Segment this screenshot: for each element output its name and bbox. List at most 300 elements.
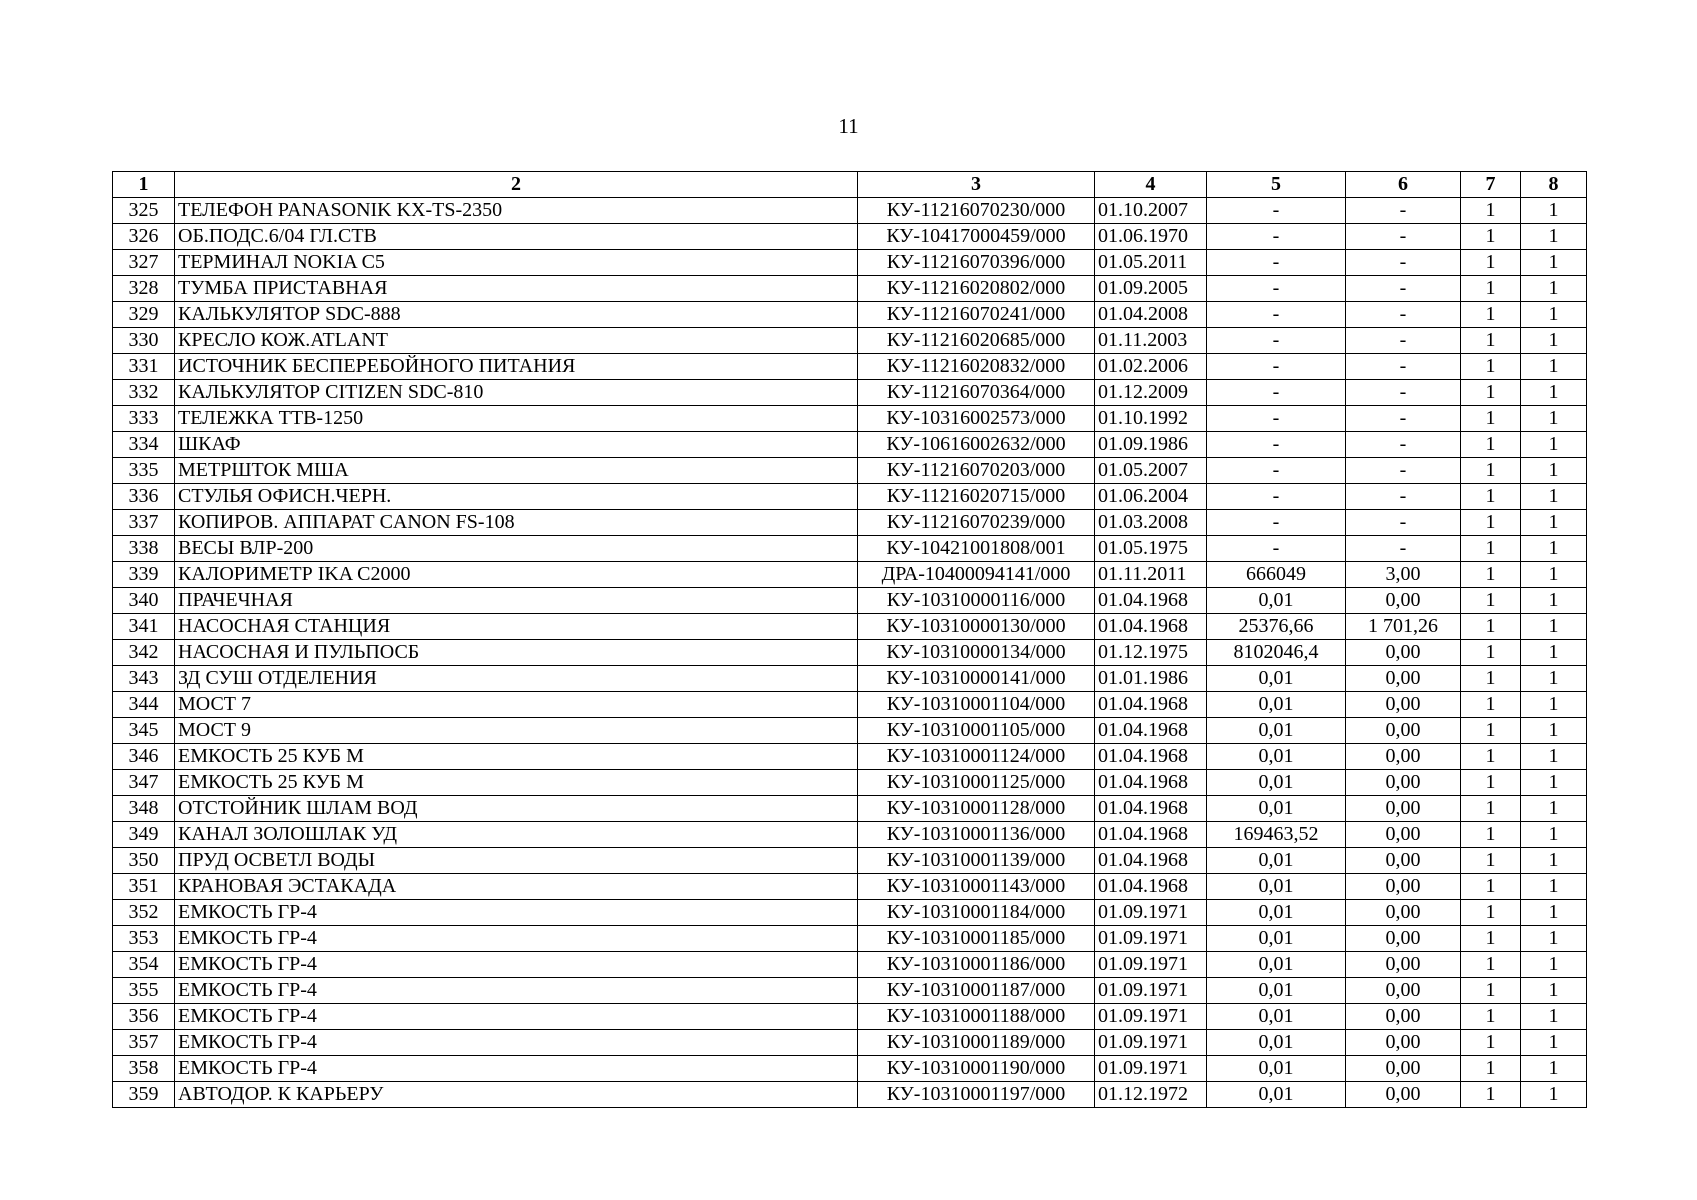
value-7-cell: 1	[1461, 432, 1521, 458]
value-6-cell: -	[1346, 198, 1461, 224]
value-6-cell: 0,00	[1346, 588, 1461, 614]
table-row	[113, 666, 1587, 692]
table-row	[113, 744, 1587, 770]
value-5-cell: -	[1207, 328, 1346, 354]
date-cell: 01.09.1971	[1095, 1030, 1207, 1056]
inventory-code-cell: КУ-10310001125/000	[858, 770, 1095, 796]
table-row	[113, 1056, 1587, 1082]
value-5-cell: -	[1207, 510, 1346, 536]
row-number-cell: 326	[113, 224, 175, 250]
column-header-4: 4	[1095, 172, 1207, 198]
row-number-cell: 334	[113, 432, 175, 458]
row-number-cell: 343	[113, 666, 175, 692]
item-name-cell: КАЛЬКУЛЯТОР CITIZEN SDC-810	[175, 380, 858, 406]
value-7-cell: 1	[1461, 640, 1521, 666]
value-6-cell: -	[1346, 510, 1461, 536]
value-8-cell: 1	[1521, 900, 1587, 926]
inventory-code-cell: КУ-10310001105/000	[858, 718, 1095, 744]
value-7-cell: 1	[1461, 770, 1521, 796]
value-6-cell: -	[1346, 250, 1461, 276]
table-row	[113, 1004, 1587, 1030]
table-row	[113, 614, 1587, 640]
value-8-cell: 1	[1521, 822, 1587, 848]
value-5-cell: 0,01	[1207, 666, 1346, 692]
inventory-code-cell: КУ-11216070364/000	[858, 380, 1095, 406]
row-number-cell: 338	[113, 536, 175, 562]
table-row	[113, 796, 1587, 822]
date-cell: 01.09.1971	[1095, 952, 1207, 978]
value-6-cell: -	[1346, 380, 1461, 406]
table-row	[113, 536, 1587, 562]
value-6-cell: -	[1346, 536, 1461, 562]
item-name-cell: ТЕЛЕЖКА ТТВ-1250	[175, 406, 858, 432]
value-6-cell: 0,00	[1346, 900, 1461, 926]
date-cell: 01.04.2008	[1095, 302, 1207, 328]
table-row	[113, 380, 1587, 406]
value-6-cell: 0,00	[1346, 874, 1461, 900]
date-cell: 01.06.1970	[1095, 224, 1207, 250]
value-6-cell: 0,00	[1346, 692, 1461, 718]
date-cell: 01.09.2005	[1095, 276, 1207, 302]
inventory-code-cell: КУ-11216020802/000	[858, 276, 1095, 302]
item-name-cell: НАСОСНАЯ И ПУЛЬПОСБ	[175, 640, 858, 666]
date-cell: 01.10.2007	[1095, 198, 1207, 224]
table-row	[113, 1030, 1587, 1056]
item-name-cell: МОСТ 9	[175, 718, 858, 744]
value-6-cell: -	[1346, 458, 1461, 484]
value-8-cell: 1	[1521, 224, 1587, 250]
value-5-cell: 169463,52	[1207, 822, 1346, 848]
value-5-cell: 0,01	[1207, 1004, 1346, 1030]
value-5-cell: -	[1207, 458, 1346, 484]
inventory-code-cell: КУ-10310001187/000	[858, 978, 1095, 1004]
value-6-cell: 3,00	[1346, 562, 1461, 588]
item-name-cell: ОТСТОЙНИК ШЛАМ ВОД	[175, 796, 858, 822]
date-cell: 01.05.2007	[1095, 458, 1207, 484]
value-5-cell: 0,01	[1207, 1030, 1346, 1056]
value-7-cell: 1	[1461, 250, 1521, 276]
value-6-cell: -	[1346, 484, 1461, 510]
item-name-cell: СТУЛЬЯ ОФИСН.ЧЕРН.	[175, 484, 858, 510]
value-7-cell: 1	[1461, 796, 1521, 822]
date-cell: 01.05.2011	[1095, 250, 1207, 276]
value-8-cell: 1	[1521, 614, 1587, 640]
table-row	[113, 224, 1587, 250]
value-8-cell: 1	[1521, 1030, 1587, 1056]
inventory-code-cell: КУ-11216070396/000	[858, 250, 1095, 276]
value-5-cell: 0,01	[1207, 744, 1346, 770]
table-row	[113, 978, 1587, 1004]
date-cell: 01.09.1971	[1095, 900, 1207, 926]
inventory-code-cell: КУ-10421001808/001	[858, 536, 1095, 562]
value-5-cell: 666049	[1207, 562, 1346, 588]
column-header-1: 1	[113, 172, 175, 198]
date-cell: 01.04.1968	[1095, 874, 1207, 900]
item-name-cell: НАСОСНАЯ СТАНЦИЯ	[175, 614, 858, 640]
inventory-code-cell: КУ-10310001189/000	[858, 1030, 1095, 1056]
value-8-cell: 1	[1521, 796, 1587, 822]
value-5-cell: 0,01	[1207, 692, 1346, 718]
inventory-code-cell: КУ-10310000116/000	[858, 588, 1095, 614]
date-cell: 01.06.2004	[1095, 484, 1207, 510]
row-number-cell: 344	[113, 692, 175, 718]
item-name-cell: МЕТРШТОК МША	[175, 458, 858, 484]
value-5-cell: -	[1207, 380, 1346, 406]
value-6-cell: 0,00	[1346, 926, 1461, 952]
item-name-cell: ИСТОЧНИК БЕСПЕРЕБОЙНОГО ПИТАНИЯ	[175, 354, 858, 380]
row-number-cell: 325	[113, 198, 175, 224]
value-7-cell: 1	[1461, 952, 1521, 978]
column-header-7: 7	[1461, 172, 1521, 198]
value-5-cell: 0,01	[1207, 718, 1346, 744]
date-cell: 01.04.1968	[1095, 822, 1207, 848]
value-7-cell: 1	[1461, 874, 1521, 900]
inventory-code-cell: КУ-11216070241/000	[858, 302, 1095, 328]
date-cell: 01.03.2008	[1095, 510, 1207, 536]
inventory-code-cell: КУ-10310001186/000	[858, 952, 1095, 978]
inventory-code-cell: КУ-10310001104/000	[858, 692, 1095, 718]
value-8-cell: 1	[1521, 874, 1587, 900]
value-8-cell: 1	[1521, 926, 1587, 952]
date-cell: 01.05.1975	[1095, 536, 1207, 562]
date-cell: 01.04.1968	[1095, 770, 1207, 796]
row-number-cell: 339	[113, 562, 175, 588]
row-number-cell: 351	[113, 874, 175, 900]
inventory-code-cell: КУ-11216070203/000	[858, 458, 1095, 484]
row-number-cell: 341	[113, 614, 175, 640]
row-number-cell: 327	[113, 250, 175, 276]
date-cell: 01.04.1968	[1095, 744, 1207, 770]
date-cell: 01.09.1971	[1095, 978, 1207, 1004]
inventory-code-cell: КУ-10310001143/000	[858, 874, 1095, 900]
value-5-cell: 25376,66	[1207, 614, 1346, 640]
inventory-code-cell: КУ-10310001197/000	[858, 1082, 1095, 1108]
item-name-cell: ЕМКОСТЬ ГР-4	[175, 1004, 858, 1030]
table-row	[113, 900, 1587, 926]
value-8-cell: 1	[1521, 458, 1587, 484]
inventory-code-cell: КУ-10310001190/000	[858, 1056, 1095, 1082]
value-8-cell: 1	[1521, 510, 1587, 536]
item-name-cell: КАНАЛ ЗОЛОШЛАК УД	[175, 822, 858, 848]
value-8-cell: 1	[1521, 770, 1587, 796]
table-body	[113, 198, 1587, 1108]
value-5-cell: -	[1207, 250, 1346, 276]
item-name-cell: КАЛЬКУЛЯТОР SDC-888	[175, 302, 858, 328]
row-number-cell: 330	[113, 328, 175, 354]
item-name-cell: ПРАЧЕЧНАЯ	[175, 588, 858, 614]
date-cell: 01.04.1968	[1095, 588, 1207, 614]
table-row	[113, 250, 1587, 276]
table-row	[113, 276, 1587, 302]
item-name-cell: КРЕСЛО КОЖ.ATLANT	[175, 328, 858, 354]
column-header-3: 3	[858, 172, 1095, 198]
value-8-cell: 1	[1521, 640, 1587, 666]
value-8-cell: 1	[1521, 432, 1587, 458]
value-8-cell: 1	[1521, 718, 1587, 744]
date-cell: 01.12.1975	[1095, 640, 1207, 666]
value-7-cell: 1	[1461, 666, 1521, 692]
row-number-cell: 358	[113, 1056, 175, 1082]
item-name-cell: КОПИРОВ. АППАРАТ CANON FS-108	[175, 510, 858, 536]
inventory-code-cell: КУ-10310001139/000	[858, 848, 1095, 874]
row-number-cell: 331	[113, 354, 175, 380]
value-6-cell: 0,00	[1346, 1030, 1461, 1056]
inventory-code-cell: КУ-10310000141/000	[858, 666, 1095, 692]
value-6-cell: -	[1346, 328, 1461, 354]
value-7-cell: 1	[1461, 718, 1521, 744]
date-cell: 01.04.1968	[1095, 796, 1207, 822]
table-row	[113, 406, 1587, 432]
value-8-cell: 1	[1521, 484, 1587, 510]
inventory-code-cell: КУ-10310001185/000	[858, 926, 1095, 952]
table-row	[113, 432, 1587, 458]
item-name-cell: ПРУД ОСВЕТЛ ВОДЫ	[175, 848, 858, 874]
value-6-cell: 0,00	[1346, 640, 1461, 666]
inventory-code-cell: КУ-10316002573/000	[858, 406, 1095, 432]
value-7-cell: 1	[1461, 484, 1521, 510]
item-name-cell: ЕМКОСТЬ 25 КУБ М	[175, 770, 858, 796]
value-7-cell: 1	[1461, 276, 1521, 302]
value-7-cell: 1	[1461, 354, 1521, 380]
inventory-code-cell: КУ-11216070230/000	[858, 198, 1095, 224]
row-number-cell: 333	[113, 406, 175, 432]
date-cell: 01.09.1986	[1095, 432, 1207, 458]
table-row	[113, 302, 1587, 328]
row-number-cell: 350	[113, 848, 175, 874]
row-number-cell: 345	[113, 718, 175, 744]
column-header-6: 6	[1346, 172, 1461, 198]
table-row	[113, 770, 1587, 796]
date-cell: 01.04.1968	[1095, 718, 1207, 744]
inventory-code-cell: КУ-11216070239/000	[858, 510, 1095, 536]
value-5-cell: 0,01	[1207, 1082, 1346, 1108]
value-5-cell: -	[1207, 432, 1346, 458]
value-5-cell: 0,01	[1207, 770, 1346, 796]
value-5-cell: 0,01	[1207, 848, 1346, 874]
value-5-cell: 0,01	[1207, 926, 1346, 952]
item-name-cell: ТУМБА ПРИСТАВНАЯ	[175, 276, 858, 302]
row-number-cell: 352	[113, 900, 175, 926]
date-cell: 01.04.1968	[1095, 614, 1207, 640]
item-name-cell: МОСТ 7	[175, 692, 858, 718]
value-8-cell: 1	[1521, 848, 1587, 874]
value-6-cell: 0,00	[1346, 978, 1461, 1004]
date-cell: 01.12.2009	[1095, 380, 1207, 406]
value-6-cell: 1 701,26	[1346, 614, 1461, 640]
table-row	[113, 1082, 1587, 1108]
item-name-cell: ЕМКОСТЬ ГР-4	[175, 978, 858, 1004]
date-cell: 01.11.2011	[1095, 562, 1207, 588]
value-8-cell: 1	[1521, 952, 1587, 978]
row-number-cell: 340	[113, 588, 175, 614]
row-number-cell: 336	[113, 484, 175, 510]
value-7-cell: 1	[1461, 926, 1521, 952]
table-row	[113, 328, 1587, 354]
value-7-cell: 1	[1461, 848, 1521, 874]
item-name-cell: ОБ.ПОДС.6/04 ГЛ.СТВ	[175, 224, 858, 250]
value-7-cell: 1	[1461, 562, 1521, 588]
value-5-cell: 0,01	[1207, 874, 1346, 900]
value-5-cell: 8102046,4	[1207, 640, 1346, 666]
table-header	[113, 172, 1587, 198]
value-8-cell: 1	[1521, 328, 1587, 354]
value-5-cell: -	[1207, 198, 1346, 224]
row-number-cell: 332	[113, 380, 175, 406]
value-8-cell: 1	[1521, 562, 1587, 588]
item-name-cell: ТЕЛЕФОН PANASONIK KX-TS-2350	[175, 198, 858, 224]
row-number-cell: 329	[113, 302, 175, 328]
item-name-cell: АВТОДОР. К КАРЬЕРУ	[175, 1082, 858, 1108]
table-row	[113, 874, 1587, 900]
table-row	[113, 458, 1587, 484]
value-8-cell: 1	[1521, 692, 1587, 718]
column-header-2: 2	[175, 172, 858, 198]
value-6-cell: -	[1346, 302, 1461, 328]
date-cell: 01.12.1972	[1095, 1082, 1207, 1108]
table-row	[113, 692, 1587, 718]
value-8-cell: 1	[1521, 1082, 1587, 1108]
value-5-cell: 0,01	[1207, 900, 1346, 926]
item-name-cell: КРАНОВАЯ ЭСТАКАДА	[175, 874, 858, 900]
item-name-cell: ЕМКОСТЬ ГР-4	[175, 900, 858, 926]
item-name-cell: ЕМКОСТЬ ГР-4	[175, 952, 858, 978]
value-5-cell: -	[1207, 406, 1346, 432]
value-6-cell: 0,00	[1346, 796, 1461, 822]
inventory-code-cell: КУ-10310001184/000	[858, 900, 1095, 926]
value-7-cell: 1	[1461, 458, 1521, 484]
value-7-cell: 1	[1461, 380, 1521, 406]
column-header-5: 5	[1207, 172, 1346, 198]
row-number-cell: 354	[113, 952, 175, 978]
inventory-code-cell: КУ-10310001188/000	[858, 1004, 1095, 1030]
date-cell: 01.04.1968	[1095, 692, 1207, 718]
item-name-cell: КАЛОРИМЕТР IKA C2000	[175, 562, 858, 588]
date-cell: 01.11.2003	[1095, 328, 1207, 354]
item-name-cell: ЗД СУШ ОТДЕЛЕНИЯ	[175, 666, 858, 692]
row-number-cell: 328	[113, 276, 175, 302]
value-6-cell: -	[1346, 432, 1461, 458]
header-row	[113, 172, 1587, 198]
row-number-cell: 335	[113, 458, 175, 484]
value-6-cell: 0,00	[1346, 770, 1461, 796]
value-5-cell: -	[1207, 536, 1346, 562]
value-7-cell: 1	[1461, 328, 1521, 354]
table-row	[113, 510, 1587, 536]
row-number-cell: 359	[113, 1082, 175, 1108]
table-row	[113, 588, 1587, 614]
row-number-cell: 347	[113, 770, 175, 796]
value-8-cell: 1	[1521, 250, 1587, 276]
value-5-cell: 0,01	[1207, 978, 1346, 1004]
value-7-cell: 1	[1461, 1056, 1521, 1082]
value-7-cell: 1	[1461, 1082, 1521, 1108]
date-cell: 01.09.1971	[1095, 1004, 1207, 1030]
value-8-cell: 1	[1521, 302, 1587, 328]
item-name-cell: ВЕСЫ ВЛР-200	[175, 536, 858, 562]
table-row	[113, 640, 1587, 666]
value-5-cell: 0,01	[1207, 952, 1346, 978]
value-7-cell: 1	[1461, 744, 1521, 770]
value-7-cell: 1	[1461, 302, 1521, 328]
value-8-cell: 1	[1521, 978, 1587, 1004]
value-6-cell: -	[1346, 224, 1461, 250]
value-5-cell: -	[1207, 276, 1346, 302]
row-number-cell: 357	[113, 1030, 175, 1056]
table-row	[113, 822, 1587, 848]
date-cell: 01.02.2006	[1095, 354, 1207, 380]
value-8-cell: 1	[1521, 666, 1587, 692]
value-8-cell: 1	[1521, 588, 1587, 614]
table-row	[113, 848, 1587, 874]
row-number-cell: 348	[113, 796, 175, 822]
value-7-cell: 1	[1461, 588, 1521, 614]
value-6-cell: 0,00	[1346, 1004, 1461, 1030]
row-number-cell: 353	[113, 926, 175, 952]
value-7-cell: 1	[1461, 510, 1521, 536]
value-8-cell: 1	[1521, 1056, 1587, 1082]
value-8-cell: 1	[1521, 744, 1587, 770]
inventory-code-cell: КУ-10310001128/000	[858, 796, 1095, 822]
row-number-cell: 355	[113, 978, 175, 1004]
table-row	[113, 484, 1587, 510]
value-5-cell: 0,01	[1207, 1056, 1346, 1082]
value-7-cell: 1	[1461, 1030, 1521, 1056]
value-8-cell: 1	[1521, 380, 1587, 406]
inventory-code-cell: КУ-10310001136/000	[858, 822, 1095, 848]
date-cell: 01.01.1986	[1095, 666, 1207, 692]
value-7-cell: 1	[1461, 198, 1521, 224]
value-5-cell: 0,01	[1207, 796, 1346, 822]
inventory-code-cell: КУ-11216020715/000	[858, 484, 1095, 510]
row-number-cell: 349	[113, 822, 175, 848]
inventory-code-cell: КУ-10310000134/000	[858, 640, 1095, 666]
value-6-cell: -	[1346, 354, 1461, 380]
row-number-cell: 337	[113, 510, 175, 536]
date-cell: 01.04.1968	[1095, 848, 1207, 874]
table-row	[113, 952, 1587, 978]
table-row	[113, 198, 1587, 224]
value-7-cell: 1	[1461, 900, 1521, 926]
value-6-cell: -	[1346, 406, 1461, 432]
inventory-code-cell: КУ-10616002632/000	[858, 432, 1095, 458]
value-7-cell: 1	[1461, 692, 1521, 718]
page-number: 11	[838, 114, 859, 138]
column-header-8: 8	[1521, 172, 1587, 198]
value-5-cell: -	[1207, 224, 1346, 250]
date-cell: 01.09.1971	[1095, 1056, 1207, 1082]
inventory-code-cell: КУ-11216020685/000	[858, 328, 1095, 354]
date-cell: 01.10.1992	[1095, 406, 1207, 432]
value-5-cell: -	[1207, 302, 1346, 328]
value-7-cell: 1	[1461, 978, 1521, 1004]
value-6-cell: 0,00	[1346, 666, 1461, 692]
item-name-cell: ЕМКОСТЬ ГР-4	[175, 1056, 858, 1082]
value-7-cell: 1	[1461, 406, 1521, 432]
value-8-cell: 1	[1521, 276, 1587, 302]
value-6-cell: 0,00	[1346, 1082, 1461, 1108]
value-8-cell: 1	[1521, 1004, 1587, 1030]
row-number-cell: 356	[113, 1004, 175, 1030]
value-8-cell: 1	[1521, 406, 1587, 432]
value-8-cell: 1	[1521, 354, 1587, 380]
inventory-table	[112, 171, 1587, 1108]
item-name-cell: ТЕРМИНАЛ NOKIA C5	[175, 250, 858, 276]
value-6-cell: 0,00	[1346, 952, 1461, 978]
table-row	[113, 562, 1587, 588]
value-6-cell: -	[1346, 276, 1461, 302]
date-cell: 01.09.1971	[1095, 926, 1207, 952]
value-5-cell: 0,01	[1207, 588, 1346, 614]
